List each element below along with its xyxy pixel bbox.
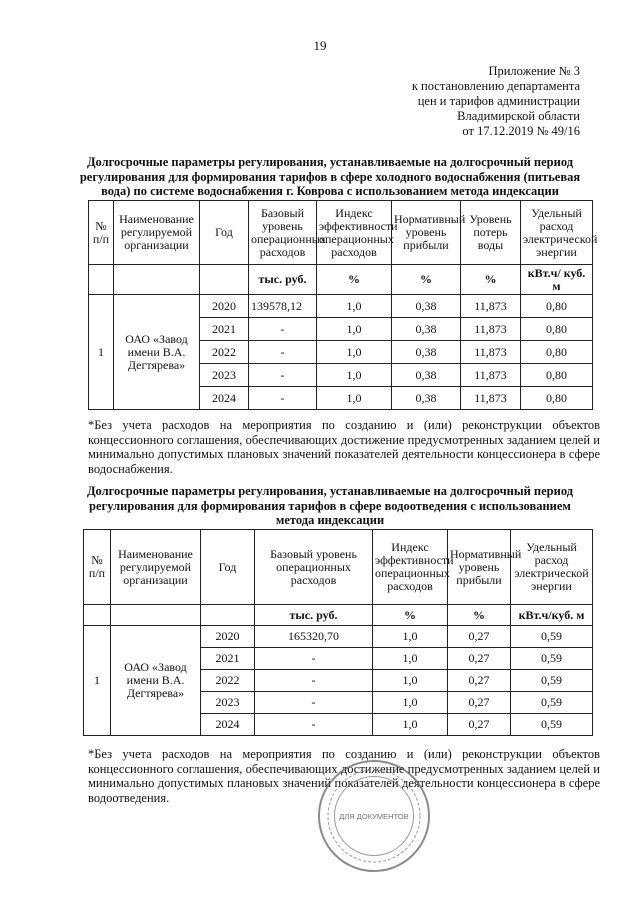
cell-year: 2023 (200, 364, 249, 387)
cell-energy: 0,80 (521, 387, 593, 410)
cell-year: 2020 (201, 626, 255, 648)
unit-base: тыс. руб. (249, 265, 317, 295)
table1-note: *Без учета расходов на мероприятия по созданию и (или) реконструкции объектов концессионного соглашения, обеспечивающих достижение предусмотренных заданием целей и минимально допустимых плановых значений показателей деятельности концессионера в сфере водоснабжения. (88, 418, 600, 476)
cell-energy: 0,80 (521, 364, 593, 387)
appendix-line: к постановлению департамента (411, 79, 580, 93)
header-num: № п/п (84, 530, 111, 605)
cell-index: 1,0 (373, 670, 448, 692)
cell-profit: 0,27 (448, 626, 511, 648)
appendix-line: цен и тарифов администрации (417, 94, 580, 108)
org-name: ОАО «Завод имени В.А. Дегтярева» (114, 295, 200, 410)
header-loss: Уровень потерь воды (461, 201, 521, 265)
cell-profit: 0,27 (448, 648, 511, 670)
cell-year: 2022 (200, 341, 249, 364)
cell-year: 2024 (200, 387, 249, 410)
cell-loss: 11,873 (461, 318, 521, 341)
cell-profit: 0,38 (392, 341, 461, 364)
cell-loss: 11,873 (461, 295, 521, 318)
cell-profit: 0,38 (392, 364, 461, 387)
cell-profit: 0,27 (448, 714, 511, 736)
header-base: Базовый уровень операционных расходов (255, 530, 373, 605)
cell-energy: 0,80 (521, 318, 593, 341)
cell-base: 165320,70 (255, 626, 373, 648)
cell-base: - (249, 364, 317, 387)
cell-index: 1,0 (317, 318, 392, 341)
page-number: 19 (313, 38, 327, 53)
unit-index: % (373, 605, 448, 626)
cell-profit: 0,38 (392, 318, 461, 341)
cell-year: 2024 (201, 714, 255, 736)
appendix-block (350, 64, 580, 139)
official-stamp (318, 760, 430, 872)
unit-loss: % (461, 265, 521, 295)
unit-index: % (317, 265, 392, 295)
water-supply-table (88, 200, 598, 410)
cell-base: - (249, 318, 317, 341)
header-org: Наименование регулируемой организации (114, 201, 200, 265)
cell-base: - (255, 692, 373, 714)
cell-index: 1,0 (373, 648, 448, 670)
header-year: Год (201, 530, 255, 605)
cell-year: 2022 (201, 670, 255, 692)
unit-profit: % (448, 605, 511, 626)
cell-profit: 0,27 (448, 670, 511, 692)
wastewater-table (83, 529, 593, 736)
header-profit: Нормативный уровень прибыли (448, 530, 511, 605)
cell-base: - (255, 648, 373, 670)
cell-energy: 0,59 (511, 670, 593, 692)
row-num: 1 (84, 626, 111, 736)
cell-index: 1,0 (317, 295, 392, 318)
cell-energy: 0,59 (511, 714, 593, 736)
table2-note: *Без учета расходов на мероприятия по созданию и (или) реконструкции объектов концессионного соглашения, обеспечивающих достижение предусмотренных заданием целей и минимально допустимых плановых значений показателей деятельности концессионера в сфере водоотведения. (88, 747, 600, 805)
cell-profit: 0,27 (448, 692, 511, 714)
row-num: 1 (89, 295, 114, 410)
cell-base: - (249, 341, 317, 364)
cell-index: 1,0 (373, 626, 448, 648)
cell-year: 2020 (200, 295, 249, 318)
header-profit: Нормативный уровень прибыли (392, 201, 461, 265)
header-base: Базовый уровень операционных расходов (249, 201, 317, 265)
cell-energy: 0,59 (511, 692, 593, 714)
cell-base: - (255, 670, 373, 692)
cell-energy: 0,80 (521, 341, 593, 364)
cell-profit: 0,38 (392, 387, 461, 410)
cell-energy: 0,59 (511, 626, 593, 648)
header-year: Год (200, 201, 249, 265)
cell-index: 1,0 (317, 387, 392, 410)
header-energy: Удельный расход электрической энергии (521, 201, 593, 265)
header-index: Индекс эффективности операционных расходов (317, 201, 392, 265)
header-org: Наименование регулируемой организации (111, 530, 201, 605)
table1-title: Долгосрочные параметры регулирования, устанавливаемые на долгосрочный период регулирования для формирования тарифов в сфере холодного водоснабжения (питьевая вода) по системе водоснабжения г. Коврова с использованием метода индексации (79, 155, 581, 198)
cell-index: 1,0 (373, 692, 448, 714)
cell-index: 1,0 (317, 364, 392, 387)
table2-title: Долгосрочные параметры регулирования, устанавливаемые на долгосрочный период регулирования для формирования тарифов в сфере водоотведения с использованием метода индексации (86, 484, 574, 527)
cell-index: 1,0 (373, 714, 448, 736)
header-index: Индекс эффективности операционных расходов (373, 530, 448, 605)
header-num: № п/п (89, 201, 114, 265)
cell-year: 2021 (201, 648, 255, 670)
cell-year: 2023 (201, 692, 255, 714)
appendix-line: Приложение № 3 (488, 64, 580, 78)
cell-base: - (249, 387, 317, 410)
cell-base: 139578,12 (249, 295, 317, 318)
org-name: ОАО «Завод имени В.А. Дегтярева» (111, 626, 201, 736)
cell-loss: 11,873 (461, 341, 521, 364)
stamp-text: ДЛЯ ДОКУМЕНТОВ (339, 811, 409, 821)
cell-profit: 0,38 (392, 295, 461, 318)
cell-loss: 11,873 (461, 387, 521, 410)
unit-energy: кВт.ч/куб. м (511, 605, 593, 626)
cell-index: 1,0 (317, 341, 392, 364)
unit-energy: кВт.ч/ куб. м (521, 265, 593, 295)
appendix-line: Владимирской области (457, 109, 580, 123)
stamp-center (334, 776, 414, 856)
cell-energy: 0,80 (521, 295, 593, 318)
unit-profit: % (392, 265, 461, 295)
unit-base: тыс. руб. (255, 605, 373, 626)
cell-year: 2021 (200, 318, 249, 341)
cell-energy: 0,59 (511, 648, 593, 670)
cell-base: - (255, 714, 373, 736)
appendix-line: от 17.12.2019 № 49/16 (462, 124, 580, 138)
cell-loss: 11,873 (461, 364, 521, 387)
header-energy: Удельный расход электрической энергии (511, 530, 593, 605)
